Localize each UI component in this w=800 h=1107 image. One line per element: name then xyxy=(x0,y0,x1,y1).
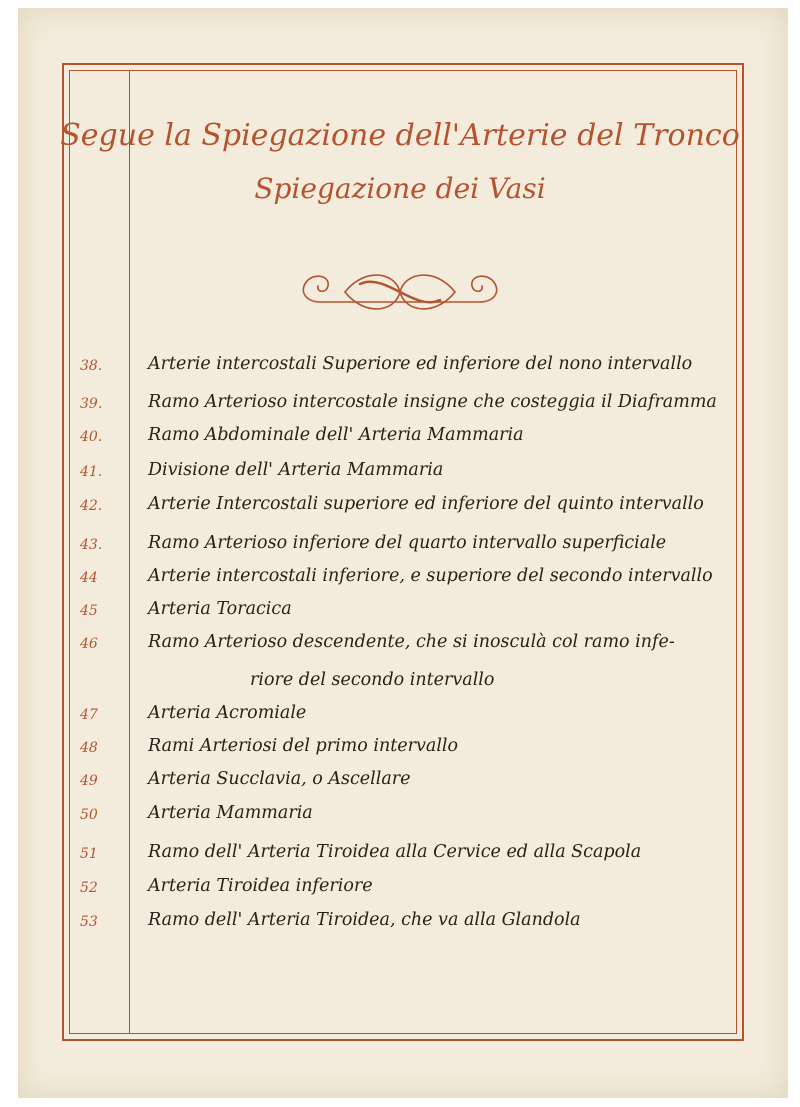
entry-text: Ramo Arterioso descendente, che si inosculà col ramo infe- xyxy=(148,632,675,652)
entry-text: Ramo Abdominale dell' Arteria Mammaria xyxy=(148,425,524,445)
entry-number: 52 xyxy=(80,880,98,896)
entry-number: 41. xyxy=(80,464,103,480)
entry-number: 39. xyxy=(80,396,103,412)
entry-text: Ramo dell' Arteria Tiroidea, che va alla Glandola xyxy=(148,910,581,930)
entry-text: Ramo Arterioso intercostale insigne che costeggia il Diaframma xyxy=(148,392,717,412)
entry-number: 51 xyxy=(80,846,98,862)
entry-text-continuation: riore del secondo intervallo xyxy=(250,670,495,690)
entry-text: Rami Arteriosi del primo intervallo xyxy=(148,736,459,756)
entry-number: 50 xyxy=(80,807,98,823)
entry-number: 38. xyxy=(80,358,103,374)
page-subtitle: Spiegazione dei Vasi xyxy=(254,172,546,205)
entry-number: 53 xyxy=(80,914,98,930)
entry-text: Arteria Toracica xyxy=(148,599,292,619)
entry-number: 45 xyxy=(80,603,98,619)
entry-text: Arteria Acromiale xyxy=(148,703,307,723)
entry-text: Arteria Succlavia, o Ascellare xyxy=(148,769,411,789)
entry-number: 43. xyxy=(80,537,103,553)
entry-number: 46 xyxy=(80,636,98,652)
page-title: Segue la Spiegazione dell'Arterie del Tronco xyxy=(60,118,740,153)
entry-number: 49 xyxy=(80,773,98,789)
entry-text: Divisione dell' Arteria Mammaria xyxy=(148,460,444,480)
entry-number: 47 xyxy=(80,707,98,723)
entry-number: 48 xyxy=(80,740,98,756)
entry-text: Ramo Arterioso inferiore del quarto intervallo superficiale xyxy=(148,533,667,553)
entry-text: Arterie Intercostali superiore ed inferiore del quinto intervallo xyxy=(148,494,704,514)
entry-text: Arterie intercostali Superiore ed inferiore del nono intervallo xyxy=(148,354,693,374)
entry-text: Arteria Mammaria xyxy=(148,803,313,823)
entry-number: 44 xyxy=(80,570,98,586)
entry-number: 40. xyxy=(80,429,103,445)
calligraphic-flourish xyxy=(290,262,510,322)
entry-text: Arteria Tiroidea inferiore xyxy=(148,876,373,896)
entry-text: Ramo dell' Arteria Tiroidea alla Cervice ed alla Scapola xyxy=(148,842,642,862)
entry-text: Arterie intercostali inferiore, e superiore del secondo intervallo xyxy=(148,566,713,586)
entry-number: 42. xyxy=(80,498,103,514)
